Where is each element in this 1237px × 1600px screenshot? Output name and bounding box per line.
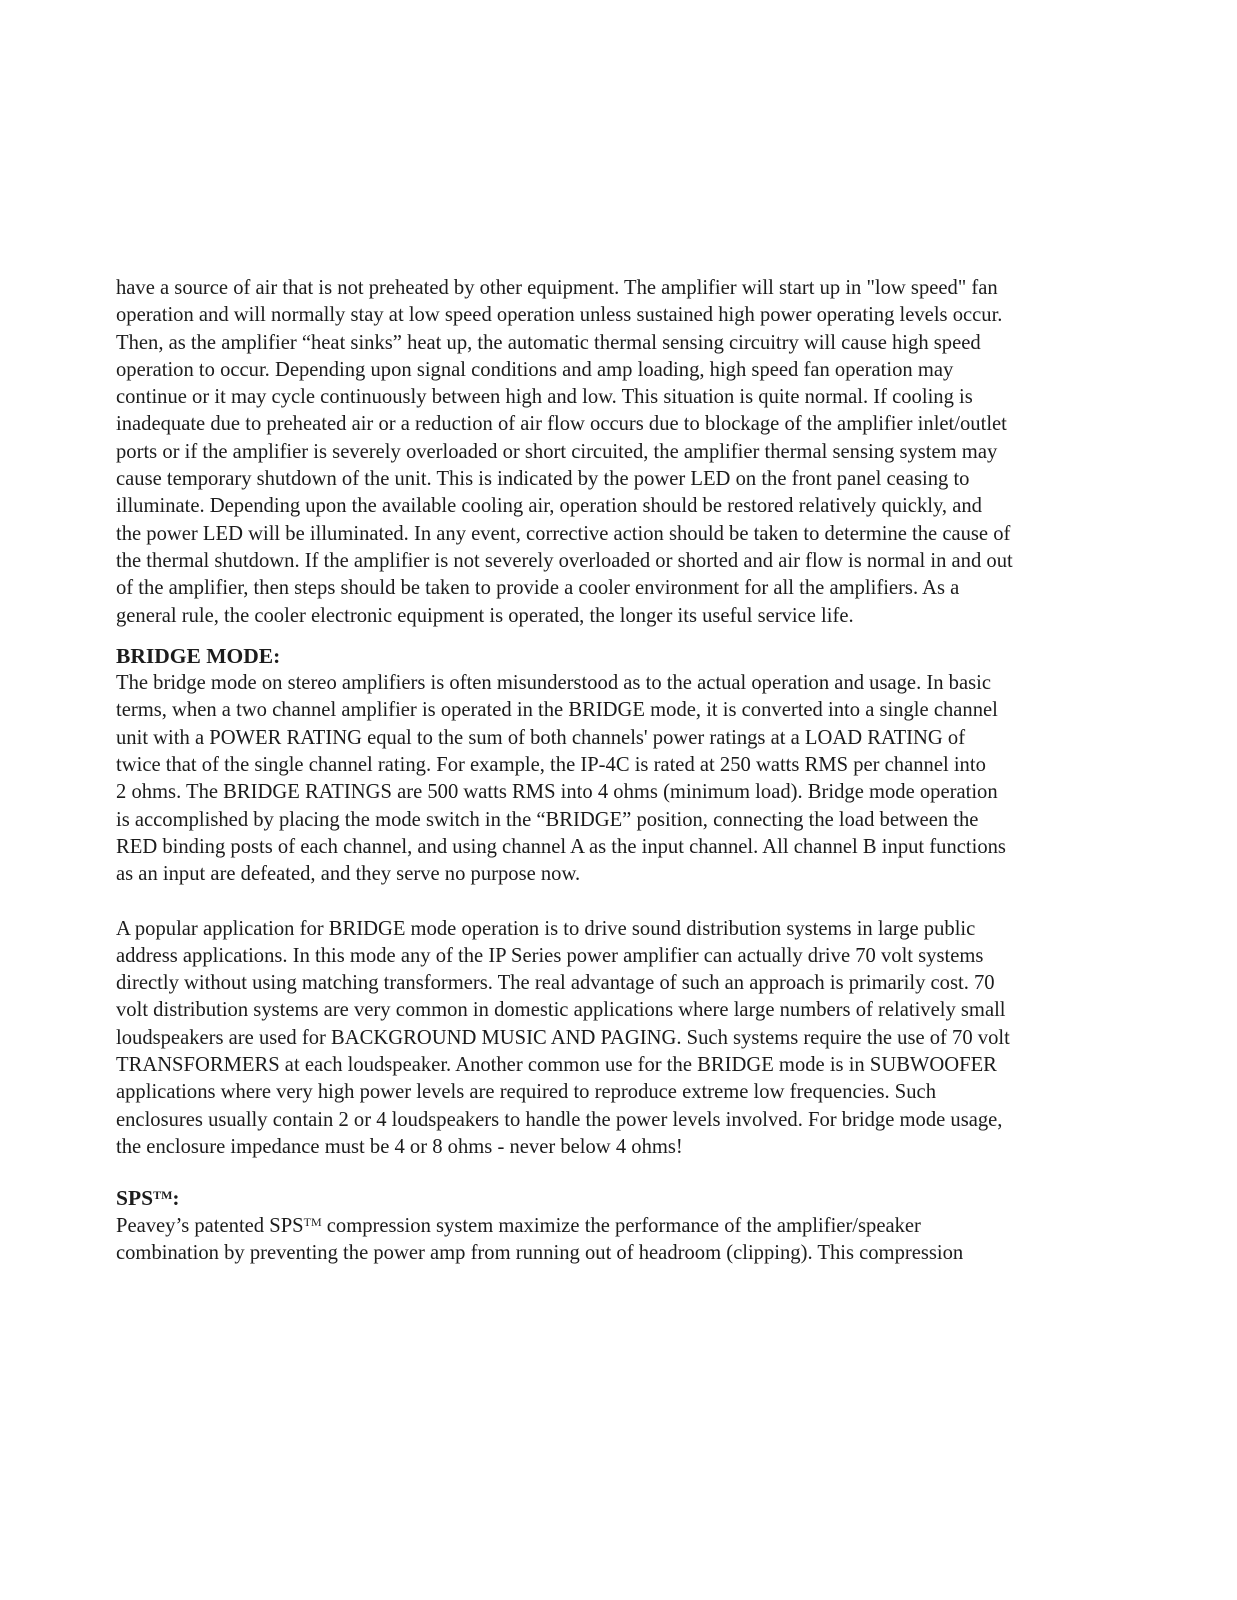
trademark-mark: TM bbox=[303, 1214, 322, 1229]
sps-paragraph bbox=[116, 1213, 1116, 1268]
text-line: is accomplished by placing the mode switch in the “BRIDGE” position, connecting the load between the bbox=[116, 808, 979, 831]
sps-heading bbox=[116, 1185, 1116, 1212]
text-line: the power LED will be illuminated. In any event, corrective action should be taken to determine the cause of bbox=[116, 522, 1011, 545]
cooling-paragraph bbox=[116, 275, 1116, 630]
text-line: operation and will normally stay at low speed operation unless sustained high power operating levels occur. bbox=[116, 304, 1003, 327]
bridge-mode-heading: BRIDGE MODE: bbox=[116, 643, 281, 668]
text-line: applications where very high power levels are required to reproduce extreme low frequencies. Such bbox=[116, 1081, 936, 1104]
text-line: the enclosure impedance must be 4 or 8 ohms - never below 4 ohms! bbox=[116, 1135, 683, 1158]
text-line: illuminate. Depending upon the available cooling air, operation should be restored relatively quickly, and bbox=[116, 495, 982, 518]
text-line: TRANSFORMERS at each loudspeaker. Another common use for the BRIDGE mode is in SUBWOOFER bbox=[116, 1054, 997, 1077]
trademark-mark: TM bbox=[153, 1188, 173, 1203]
text-line: general rule, the cooler electronic equipment is operated, the longer its useful service life. bbox=[116, 604, 854, 627]
text-line: combination by preventing the power amp from running out of headroom (clipping). This compression bbox=[116, 1241, 964, 1264]
text-line: the thermal shutdown. If the amplifier is not severely overloaded or shorted and air flow is normal in and out bbox=[116, 549, 1013, 572]
text-line: inadequate due to preheated air or a reduction of air flow occurs due to blockage of the amplifier inlet/outlet bbox=[116, 413, 1007, 436]
text-line: unit with a POWER RATING equal to the sum of both channels' power ratings at a LOAD RATING of bbox=[116, 726, 966, 749]
text-line: directly without using matching transformers. The real advantage of such an approach is primarily cost. 70 bbox=[116, 972, 995, 995]
text-line: A popular application for BRIDGE mode operation is to drive sound distribution systems in large public bbox=[116, 917, 976, 940]
bridge-mode-paragraph-1 bbox=[116, 670, 1116, 888]
text-line: have a source of air that is not preheated by other equipment. The amplifier will start up in "low speed" fan bbox=[116, 277, 998, 299]
text-line: as an input are defeated, and they serve no purpose now. bbox=[116, 863, 581, 886]
text-line bbox=[116, 1213, 1116, 1240]
sps-line-suffix: compression system maximize the performance of the amplifier/speaker bbox=[321, 1214, 921, 1237]
text-line: volt distribution systems are very common in domestic applications where large numbers of relatively small bbox=[116, 999, 1006, 1022]
document-page bbox=[116, 275, 1116, 1267]
text-line: RED binding posts of each channel, and using channel A as the input channel. All channel B input functions bbox=[116, 835, 1006, 858]
text-line: terms, when a two channel amplifier is operated in the BRIDGE mode, it is converted into a single channel bbox=[116, 699, 998, 722]
text-line: cause temporary shutdown of the unit. This is indicated by the power LED on the front panel ceasing to bbox=[116, 468, 970, 491]
text-line: operation to occur. Depending upon signal conditions and amp loading, high speed fan operation may bbox=[116, 358, 954, 381]
text-line: 2 ohms. The BRIDGE RATINGS are 500 watts RMS into 4 ohms (minimum load). Bridge mode operation bbox=[116, 781, 998, 804]
text-line: ports or if the amplifier is severely overloaded or short circuited, the amplifier thermal sensing system may bbox=[116, 440, 998, 463]
sps-line-prefix: Peavey’s patented SPS bbox=[116, 1214, 304, 1237]
text-line: continue or it may cycle continuously between high and low. This situation is quite normal. If cooling is bbox=[116, 386, 973, 409]
text-line: twice that of the single channel rating. For example, the IP-4C is rated at 250 watts RMS per channel into bbox=[116, 754, 986, 777]
text-line: Then, as the amplifier “heat sinks” heat up, the automatic thermal sensing circuitry will cause high speed bbox=[116, 331, 981, 354]
text-line: address applications. In this mode any of the IP Series power amplifier can actually drive 70 volt systems bbox=[116, 944, 984, 967]
text-line: of the amplifier, then steps should be taken to provide a cooler environment for all the amplifiers. As a bbox=[116, 577, 960, 600]
bridge-mode-paragraph-2 bbox=[116, 916, 1116, 1162]
sps-heading-text: SPS bbox=[116, 1186, 154, 1211]
text-line: enclosures usually contain 2 or 4 loudspeakers to handle the power levels involved. For bridge mode usage, bbox=[116, 1108, 1003, 1131]
text-line: The bridge mode on stereo amplifiers is often misunderstood as to the actual operation and usage. In basic bbox=[116, 672, 991, 695]
text-line: loudspeakers are used for BACKGROUND MUSIC AND PAGING. Such systems require the use of 70 volt bbox=[116, 1026, 1010, 1049]
sps-heading-colon: : bbox=[172, 1186, 180, 1211]
